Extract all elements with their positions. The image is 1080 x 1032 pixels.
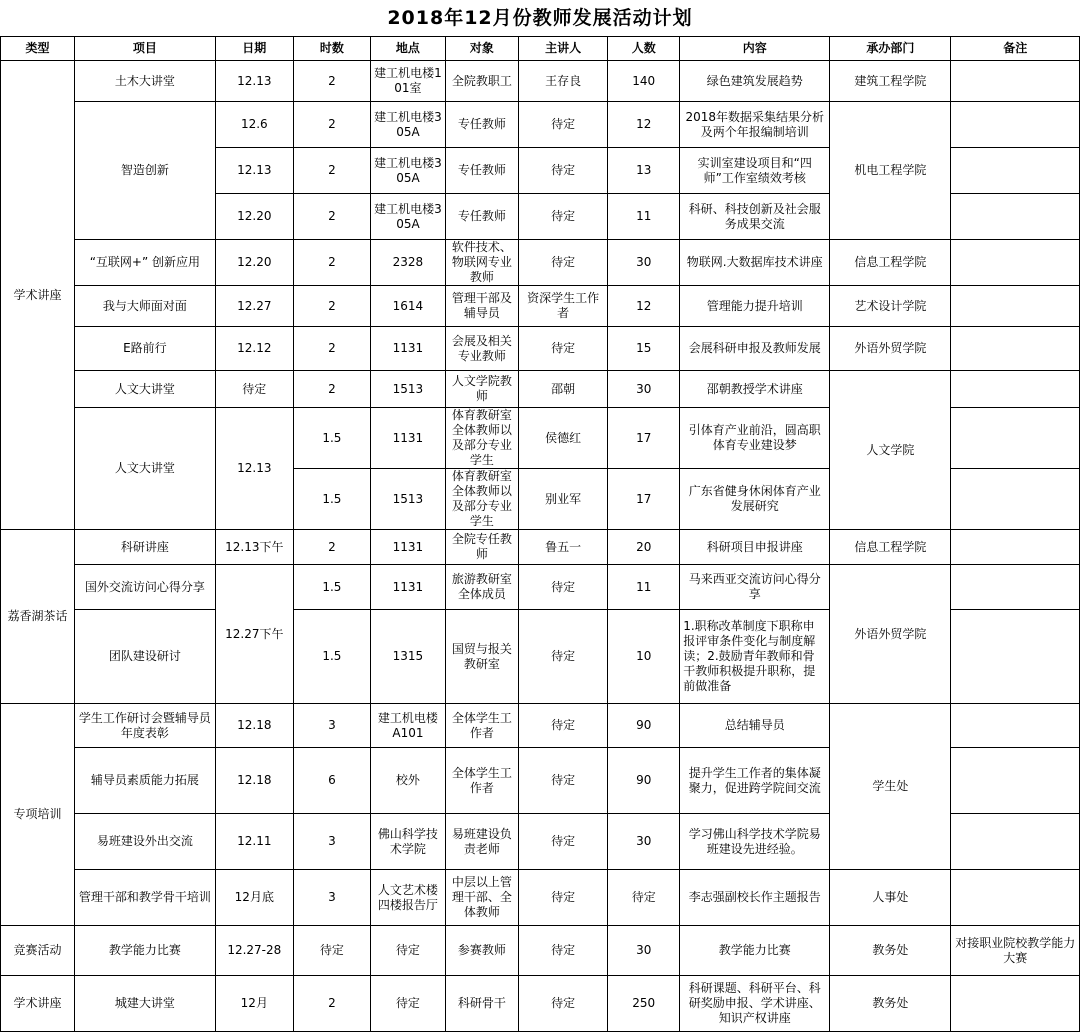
- count-cell: 140: [608, 61, 680, 102]
- target-cell: 体育教研室全体教师以及部分专业学生: [445, 408, 518, 469]
- note-cell: [951, 610, 1080, 704]
- dept-cell: 建筑工程学院: [830, 61, 951, 102]
- project-cell: 人文大讲堂: [74, 408, 215, 530]
- header-project: 项目: [74, 37, 215, 61]
- date-cell: 12.20: [215, 240, 293, 286]
- speaker-cell: 待定: [518, 148, 607, 194]
- type-cell: 专项培训: [1, 704, 75, 926]
- speaker-cell: 待定: [518, 194, 607, 240]
- header-place: 地点: [370, 37, 445, 61]
- table-row: [1, 102, 1080, 148]
- note-cell: [951, 565, 1080, 610]
- note-cell: [951, 704, 1080, 748]
- date-cell: 12.13: [215, 61, 293, 102]
- date-cell: 12.27下午: [215, 565, 293, 704]
- speaker-cell: 待定: [518, 926, 607, 976]
- note-cell: [951, 148, 1080, 194]
- content-cell: 科研项目申报讲座: [680, 530, 830, 565]
- header-type: 类型: [1, 37, 75, 61]
- content-cell: 实训室建设项目和“四师”工作室绩效考核: [680, 148, 830, 194]
- project-cell: 土木大讲堂: [74, 61, 215, 102]
- date-cell: 12月: [215, 976, 293, 1032]
- project-cell: 教学能力比赛: [74, 926, 215, 976]
- project-cell: 学生工作研讨会暨辅导员年度表彰: [74, 704, 215, 748]
- target-cell: 全院专任教师: [445, 530, 518, 565]
- project-cell: 科研讲座: [74, 530, 215, 565]
- hours-cell: 2: [293, 530, 370, 565]
- count-cell: 12: [608, 102, 680, 148]
- hours-cell: 2: [293, 194, 370, 240]
- date-cell: 12.27: [215, 286, 293, 327]
- content-cell: 总结辅导员: [680, 704, 830, 748]
- note-cell: [951, 61, 1080, 102]
- content-cell: 马来西亚交流访问心得分享: [680, 565, 830, 610]
- place-cell: 建工机电楼A101: [370, 704, 445, 748]
- target-cell: 易班建设负责老师: [445, 814, 518, 870]
- count-cell: 30: [608, 240, 680, 286]
- project-cell: 人文大讲堂: [74, 371, 215, 408]
- target-cell: 全院教职工: [445, 61, 518, 102]
- target-cell: 体育教研室全体教师以及部分专业学生: [445, 469, 518, 530]
- place-cell: 1513: [370, 371, 445, 408]
- hours-cell: 3: [293, 870, 370, 926]
- content-cell: 李志强副校长作主题报告: [680, 870, 830, 926]
- place-cell: 建工机电楼101室: [370, 61, 445, 102]
- activity-plan-table: [0, 36, 1080, 1032]
- table-row: [1, 286, 1080, 327]
- place-cell: 人文艺术楼四楼报告厅: [370, 870, 445, 926]
- project-cell: 城建大讲堂: [74, 976, 215, 1032]
- target-cell: 专任教师: [445, 102, 518, 148]
- table-row: [1, 870, 1080, 926]
- speaker-cell: 邵朝: [518, 371, 607, 408]
- content-cell: 1.职称改革制度下职称申报评审条件变化与制度解读；2.鼓励青年教师和骨干教师积极提升职称，提前做准备: [680, 610, 830, 704]
- project-cell: 团队建设研讨: [74, 610, 215, 704]
- project-cell: 我与大师面对面: [74, 286, 215, 327]
- table-row: [1, 976, 1080, 1032]
- hours-cell: 2: [293, 148, 370, 194]
- target-cell: 人文学院教师: [445, 371, 518, 408]
- speaker-cell: 待定: [518, 240, 607, 286]
- content-cell: 物联网.大数据库技术讲座: [680, 240, 830, 286]
- note-cell: [951, 870, 1080, 926]
- table-row: [1, 530, 1080, 565]
- date-cell: 12.6: [215, 102, 293, 148]
- hours-cell: 6: [293, 748, 370, 814]
- place-cell: 待定: [370, 926, 445, 976]
- speaker-cell: 鲁五一: [518, 530, 607, 565]
- content-cell: 邵朝教授学术讲座: [680, 371, 830, 408]
- target-cell: 参赛教师: [445, 926, 518, 976]
- place-cell: 佛山科学技术学院: [370, 814, 445, 870]
- place-cell: 1131: [370, 408, 445, 469]
- header-date: 日期: [215, 37, 293, 61]
- note-cell: [951, 286, 1080, 327]
- count-cell: 90: [608, 704, 680, 748]
- count-cell: 15: [608, 327, 680, 371]
- dept-cell: 艺术设计学院: [830, 286, 951, 327]
- table-row: [1, 240, 1080, 286]
- target-cell: 全体学生工作者: [445, 704, 518, 748]
- content-cell: 会展科研申报及教师发展: [680, 327, 830, 371]
- date-cell: 12.13: [215, 408, 293, 530]
- speaker-cell: 待定: [518, 870, 607, 926]
- note-cell: [951, 976, 1080, 1032]
- note-cell: [951, 408, 1080, 469]
- hours-cell: 3: [293, 704, 370, 748]
- note-cell: [951, 814, 1080, 870]
- note-cell: [951, 194, 1080, 240]
- date-cell: 12.27-28: [215, 926, 293, 976]
- speaker-cell: 待定: [518, 327, 607, 371]
- speaker-cell: 侯德红: [518, 408, 607, 469]
- hours-cell: 2: [293, 286, 370, 327]
- project-cell: 管理干部和教学骨干培训: [74, 870, 215, 926]
- count-cell: 17: [608, 469, 680, 530]
- hours-cell: 2: [293, 327, 370, 371]
- date-cell: 12.18: [215, 704, 293, 748]
- speaker-cell: 待定: [518, 748, 607, 814]
- speaker-cell: 别业军: [518, 469, 607, 530]
- place-cell: 1131: [370, 530, 445, 565]
- place-cell: 1614: [370, 286, 445, 327]
- type-cell: 竞赛活动: [1, 926, 75, 976]
- dept-cell: 学生处: [830, 704, 951, 870]
- place-cell: 建工机电楼305A: [370, 148, 445, 194]
- header-note: 备注: [951, 37, 1080, 61]
- place-cell: 1131: [370, 327, 445, 371]
- date-cell: 12.13下午: [215, 530, 293, 565]
- note-cell: [951, 102, 1080, 148]
- table-row: [1, 371, 1080, 408]
- note-cell: [951, 748, 1080, 814]
- table-row: [1, 926, 1080, 976]
- project-cell: “互联网+” 创新应用: [74, 240, 215, 286]
- table-row: [1, 565, 1080, 610]
- date-cell: 待定: [215, 371, 293, 408]
- dept-cell: 信息工程学院: [830, 240, 951, 286]
- table-row: [1, 61, 1080, 102]
- count-cell: 250: [608, 976, 680, 1032]
- place-cell: 建工机电楼305A: [370, 194, 445, 240]
- date-cell: 12.12: [215, 327, 293, 371]
- type-cell: 学术讲座: [1, 976, 75, 1032]
- dept-cell: 机电工程学院: [830, 102, 951, 240]
- header-content: 内容: [680, 37, 830, 61]
- hours-cell: 1.5: [293, 469, 370, 530]
- target-cell: 中层以上管理干部、全体教师: [445, 870, 518, 926]
- hours-cell: 2: [293, 102, 370, 148]
- project-cell: 易班建设外出交流: [74, 814, 215, 870]
- speaker-cell: 待定: [518, 976, 607, 1032]
- hours-cell: 1.5: [293, 610, 370, 704]
- hours-cell: 2: [293, 61, 370, 102]
- count-cell: 20: [608, 530, 680, 565]
- count-cell: 11: [608, 565, 680, 610]
- speaker-cell: 资深学生工作者: [518, 286, 607, 327]
- header-hours: 时数: [293, 37, 370, 61]
- type-cell: 荔香湖茶话: [1, 530, 75, 704]
- count-cell: 13: [608, 148, 680, 194]
- header-row: [1, 37, 1080, 61]
- target-cell: 旅游教研室全体成员: [445, 565, 518, 610]
- header-dept: 承办部门: [830, 37, 951, 61]
- count-cell: 10: [608, 610, 680, 704]
- count-cell: 90: [608, 748, 680, 814]
- count-cell: 30: [608, 926, 680, 976]
- header-count: 人数: [608, 37, 680, 61]
- hours-cell: 1.5: [293, 408, 370, 469]
- target-cell: 科研骨干: [445, 976, 518, 1032]
- place-cell: 校外: [370, 748, 445, 814]
- speaker-cell: 待定: [518, 610, 607, 704]
- hours-cell: 1.5: [293, 565, 370, 610]
- place-cell: 1131: [370, 565, 445, 610]
- place-cell: 待定: [370, 976, 445, 1032]
- hours-cell: 2: [293, 240, 370, 286]
- content-cell: 科研课题、科研平台、科研奖励申报、学术讲座、知识产权讲座: [680, 976, 830, 1032]
- speaker-cell: 待定: [518, 565, 607, 610]
- speaker-cell: 王存良: [518, 61, 607, 102]
- speaker-cell: 待定: [518, 704, 607, 748]
- count-cell: 17: [608, 408, 680, 469]
- content-cell: 绿色建筑发展趋势: [680, 61, 830, 102]
- count-cell: 12: [608, 286, 680, 327]
- note-cell: [951, 530, 1080, 565]
- place-cell: 2328: [370, 240, 445, 286]
- note-cell: [951, 327, 1080, 371]
- target-cell: 国贸与报关教研室: [445, 610, 518, 704]
- target-cell: 专任教师: [445, 148, 518, 194]
- note-cell: [951, 240, 1080, 286]
- content-cell: 广东省健身休闲体育产业发展研究: [680, 469, 830, 530]
- table-row: [1, 327, 1080, 371]
- count-cell: 11: [608, 194, 680, 240]
- dept-cell: 教务处: [830, 926, 951, 976]
- dept-cell: 教务处: [830, 976, 951, 1032]
- content-cell: 学习佛山科学技术学院易班建设先进经验。: [680, 814, 830, 870]
- note-cell: 对接职业院校教学能力大赛: [951, 926, 1080, 976]
- target-cell: 软件技术、物联网专业教师: [445, 240, 518, 286]
- target-cell: 会展及相关专业教师: [445, 327, 518, 371]
- header-target: 对象: [445, 37, 518, 61]
- count-cell: 30: [608, 371, 680, 408]
- speaker-cell: 待定: [518, 814, 607, 870]
- hours-cell: 待定: [293, 926, 370, 976]
- hours-cell: 3: [293, 814, 370, 870]
- target-cell: 管理干部及辅导员: [445, 286, 518, 327]
- note-cell: [951, 469, 1080, 530]
- speaker-cell: 待定: [518, 102, 607, 148]
- count-cell: 待定: [608, 870, 680, 926]
- date-cell: 12月底: [215, 870, 293, 926]
- count-cell: 30: [608, 814, 680, 870]
- note-cell: [951, 371, 1080, 408]
- dept-cell: 信息工程学院: [830, 530, 951, 565]
- hours-cell: 2: [293, 371, 370, 408]
- dept-cell: 外语外贸学院: [830, 327, 951, 371]
- project-cell: 国外交流访问心得分享: [74, 565, 215, 610]
- dept-cell: 外语外贸学院: [830, 565, 951, 704]
- dept-cell: 人事处: [830, 870, 951, 926]
- content-cell: 管理能力提升培训: [680, 286, 830, 327]
- header-speaker: 主讲人: [518, 37, 607, 61]
- content-cell: 科研、科技创新及社会服务成果交流: [680, 194, 830, 240]
- place-cell: 1513: [370, 469, 445, 530]
- place-cell: 1315: [370, 610, 445, 704]
- hours-cell: 2: [293, 976, 370, 1032]
- dept-cell: 人文学院: [830, 371, 951, 530]
- type-cell: 学术讲座: [1, 61, 75, 530]
- date-cell: 12.20: [215, 194, 293, 240]
- date-cell: 12.18: [215, 748, 293, 814]
- page-title: 2018年12月份教师发展活动计划: [387, 7, 693, 29]
- content-cell: 2018年数据采集结果分析及两个年报编制培训: [680, 102, 830, 148]
- date-cell: 12.11: [215, 814, 293, 870]
- content-cell: 教学能力比赛: [680, 926, 830, 976]
- project-cell: 智造创新: [74, 102, 215, 240]
- content-cell: 引体育产业前沿，圆高职体育专业建设梦: [680, 408, 830, 469]
- project-cell: 辅导员素质能力拓展: [74, 748, 215, 814]
- target-cell: 专任教师: [445, 194, 518, 240]
- table-row: [1, 704, 1080, 748]
- project-cell: E路前行: [74, 327, 215, 371]
- content-cell: 提升学生工作者的集体凝聚力，促进跨学院间交流: [680, 748, 830, 814]
- place-cell: 建工机电楼305A: [370, 102, 445, 148]
- date-cell: 12.13: [215, 148, 293, 194]
- target-cell: 全体学生工作者: [445, 748, 518, 814]
